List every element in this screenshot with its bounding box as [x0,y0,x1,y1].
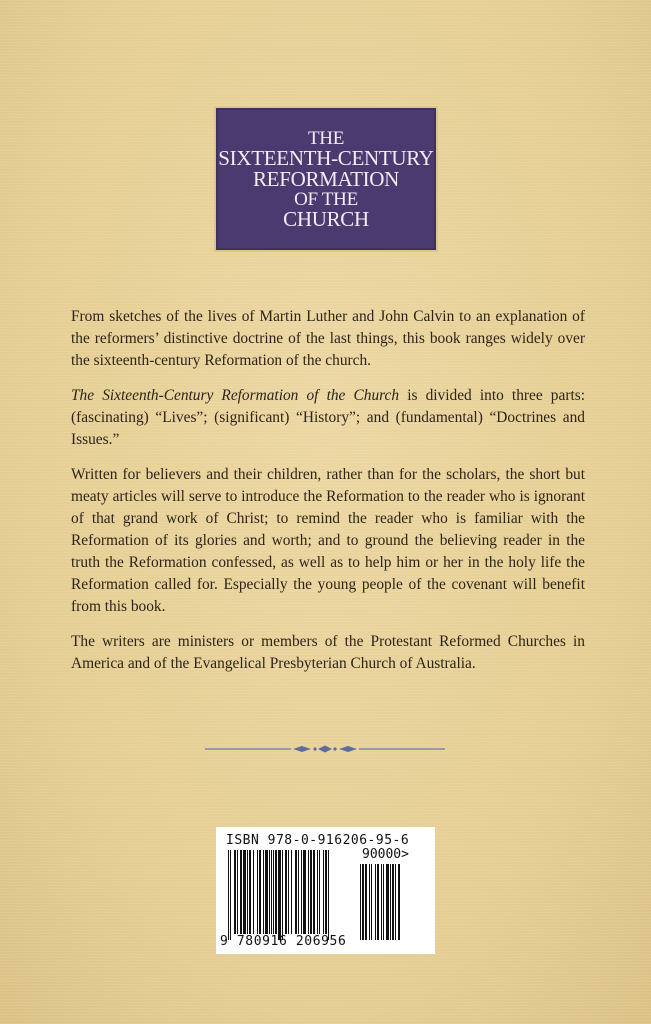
barcode-bar [285,850,287,934]
barcode-bar [291,850,292,934]
barcode-bar [247,850,248,934]
barcode-bar [325,850,327,934]
title-line-2: SIXTEENTH-CENTURY [218,145,434,170]
book-title-italic: The Sixteenth-Century Reformation of the Church [71,387,400,404]
barcode-bar [365,864,367,940]
barcode-bar [386,864,389,940]
back-cover-blurb [71,306,585,688]
barcode-bar [263,850,264,934]
barcode-bar [228,850,229,940]
blurb-paragraph-1: From sketches of the lives of Martin Luther and John Calvin to an explanation of the reformers’ distinctive doctrine of the last things, this book ranges widely over the sixteenth-century Reformation of the church. [71,308,585,369]
barcode-bar [271,850,272,934]
barcode-bar [375,864,376,940]
barcode-bar [269,850,270,934]
barcode-bar [230,850,231,940]
barcode-bar [265,850,268,934]
barcode-bar [249,850,251,934]
barcode-bar [298,850,299,934]
barcode-bar [390,864,391,940]
barcode-bar [381,864,382,940]
barcode-bar [328,850,329,940]
barcode-bar [319,850,320,934]
barcode-bar [377,864,379,940]
barcode-bar [240,850,242,934]
barcode-bar [310,850,312,934]
barcode-bar [313,850,315,934]
barcode-bar [237,850,238,934]
barcode-bar [392,864,394,940]
barcode-bar [308,850,309,934]
blurb-paragraph-4: The writers are ministers or members of the Protestant Reformed Churches in America and of the Evangelical Presbyterian Church of Australia. [71,633,585,672]
barcode-bar [323,850,324,934]
barcode-bar [303,850,306,934]
barcode-bar [371,864,372,940]
blurb-paragraph-3: Written for believers and their children, rather than for the scholars, the short but meaty articles will serve to introduce the Reformation to the reader who is ignorant of that grand work of Christ; to remind the reader who is familiar with the Reformation of its glories and worth; and to ground the believing reader in the truth the Reformation confessed, as well as to help him or her in the holy life the Reformation called for. Especially the young people of the covenant will benefit from this book. [71,466,585,615]
barcode-bar [243,850,246,934]
barcode-bar [275,850,277,934]
barcode-bar [282,850,283,940]
barcode-bar [395,864,396,940]
barcode-bar [398,864,400,940]
barcode-bar [301,850,302,934]
blurb-paragraph-2-text: is divided into three parts: (fascinating) “Lives”; (significant) “History”; and (fundamental) “Doctrines and Issues.” [71,387,585,448]
title-line-5: CHURCH [283,206,369,231]
barcode-bar [259,850,261,934]
title-line-1: THE [307,127,345,149]
title-block [216,108,436,250]
barcode-panel [216,827,435,954]
barcode-bar [234,850,236,934]
barcode-bar [362,864,364,940]
barcode-bar [273,850,274,934]
price-code: 90000> [362,847,409,862]
barcode-bar [360,864,361,940]
title-line-3: REFORMATION [252,166,400,191]
barcode-bar [383,864,384,940]
barcode-bar [295,850,297,934]
ornamental-divider [205,744,445,754]
barcode-bar [317,850,318,934]
price-barcode [360,864,426,942]
barcode-bar [288,850,289,934]
title-line-4: OF THE [294,188,358,210]
blurb-paragraph-2 [71,385,585,451]
isbn-text: ISBN 978-0-916206-95-6 [226,833,410,848]
barcode-bar [278,850,281,940]
ean-barcode [228,850,356,942]
barcode-bar [257,850,258,934]
barcode-bar [253,850,254,934]
ean-digits: 9 780916 206956 [220,934,347,949]
barcode-bar [369,864,370,940]
